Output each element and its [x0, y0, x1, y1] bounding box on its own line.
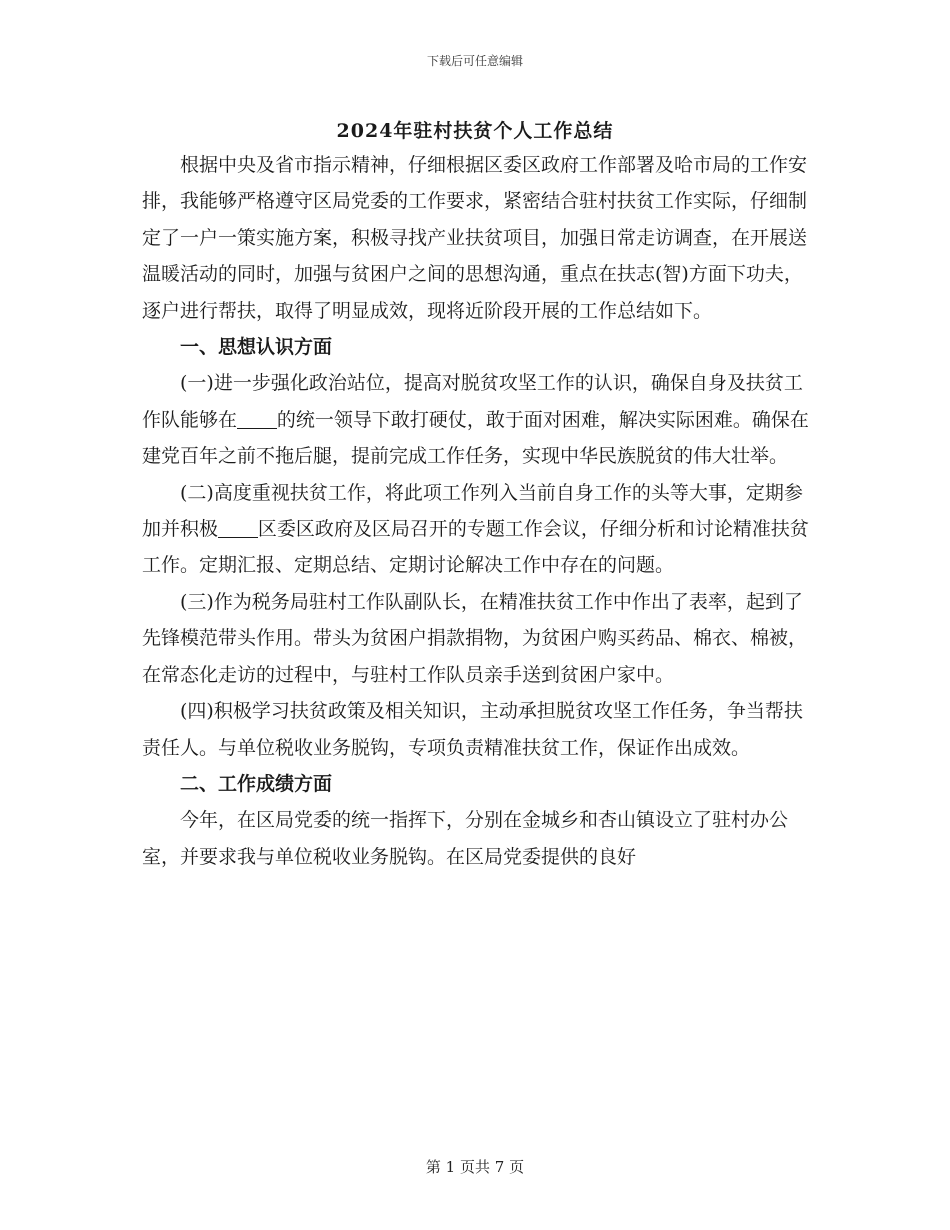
document-title: 2024年驻村扶贫个人工作总结 — [336, 120, 614, 142]
paragraph-1-1-part-b: 的统一领导下敢打硬仗，敢于面对困难，解决实际困难。确保在建党百年之前不拖后腿，提前完成工作任务，实现中华民族脱贫的伟大壮举。 — [142, 408, 809, 468]
paragraph-1-3: (三)作为税务局驻村工作队副队长，在精准扶贫工作中作出了表率，起到了先锋模范带头作用。带头为贫困户捐款捐物，为贫困户购买药品、棉衣、棉被，在常态化走访的过程中，与驻村工作队员亲手送到贫困户家中。 — [142, 590, 808, 686]
paragraph-1-2 — [142, 475, 814, 584]
document-body — [142, 147, 814, 875]
header-note: 下载后可任意编辑 — [426, 54, 523, 68]
section-heading-1: 一、思想认识方面 — [180, 336, 333, 359]
paragraph-1-1-part-a: (一)进一步强化政治站位，提高对脱贫攻坚工作的认识，确保自身及扶贫工作队能够在 — [142, 372, 803, 431]
paragraph-1-2-part-a: (二)高度重视扶贫工作，将此项工作列入当前自身工作的头等大事，定期参加并积极 — [142, 481, 803, 541]
paragraph-1-1 — [142, 365, 814, 474]
page-footer: 第 1 页共 7 页 — [425, 1158, 525, 1176]
paragraph-1-4: (四)积极学习扶贫政策及相关知识，主动承担脱贫攻坚工作任务，争当帮扶责任人。与单位税收业务脱钩，专项负责精准扶贫工作，保证作出成效。 — [142, 700, 803, 759]
section-heading-2: 二、工作成绩方面 — [180, 772, 333, 795]
fill-in-blank — [218, 518, 258, 538]
paragraph-1-2-part-b: 区委区政府及区局召开的专题工作会议，仔细分析和讨论精准扶贫工作。定期汇报、定期总结、定期讨论解决工作中存在的问题。 — [142, 518, 809, 577]
fill-in-blank — [237, 409, 277, 429]
paragraph-2-1: 今年，在区局党委的统一指挥下，分别在金城乡和杏山镇设立了驻村办公室，并要求我与单位税收业务脱钩。在区局党委提供的良好 — [142, 809, 789, 868]
intro-paragraph: 根据中央及省市指示精神，仔细根据区委区政府工作部署及哈市局的工作安排，我能够严格遵守区局党委的工作要求，紧密结合驻村扶贫工作实际，仔细制定了一户一策实施方案，积极寻找产业扶贫项目，加强日常走访调查，在开展送温暖活动的同时，加强与贫困户之间的思想沟通，重点在扶志(智)方面下功夫，逐户进行帮扶，取得了明显成效，现将近阶段开展的工作总结如下。 — [142, 154, 808, 322]
